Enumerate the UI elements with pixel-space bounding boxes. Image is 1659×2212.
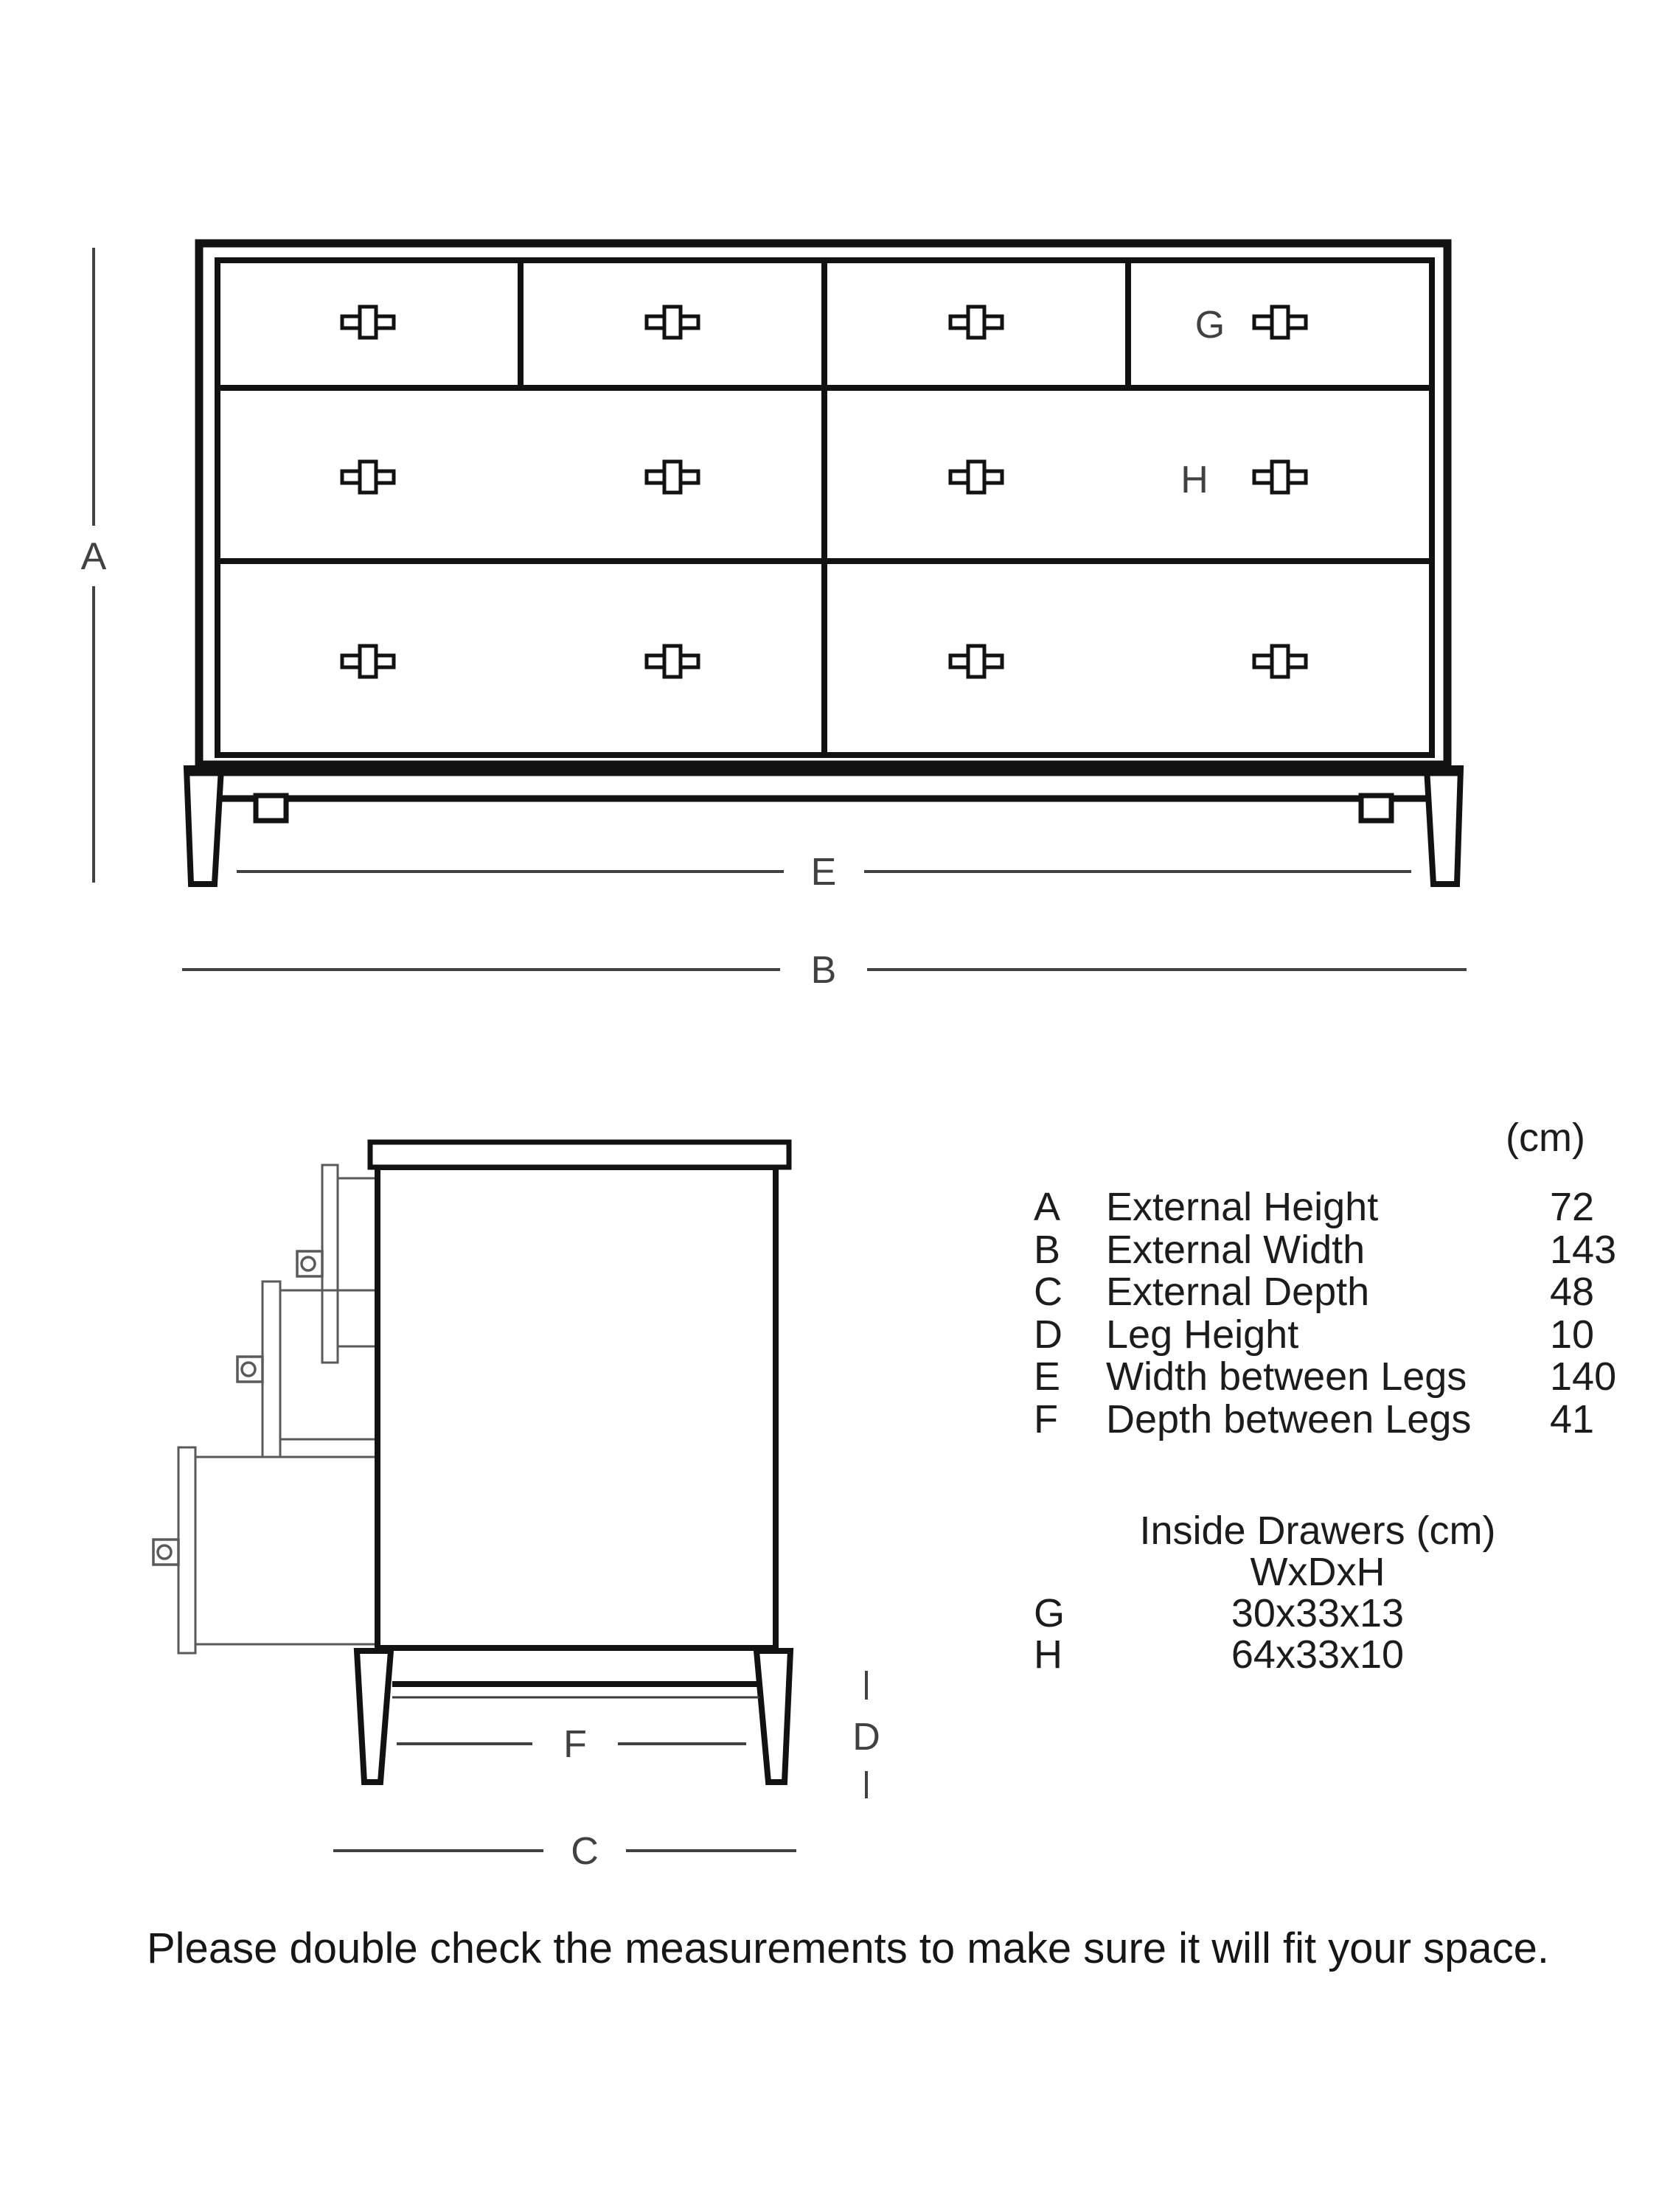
table-row xyxy=(1034,1399,1624,1441)
drawer-knob-icon xyxy=(237,1357,262,1382)
row-letter: B xyxy=(1034,1227,1061,1272)
table-row xyxy=(1034,1593,1601,1634)
row-value: 48 xyxy=(1550,1270,1595,1314)
row-letter: E xyxy=(1034,1354,1061,1399)
row-letter: A xyxy=(1034,1185,1061,1229)
row-letter: F xyxy=(1034,1397,1058,1441)
label-drawer-g: G xyxy=(1194,304,1225,347)
front-right-leg xyxy=(1427,768,1461,884)
row-letter: G xyxy=(1034,1591,1065,1635)
label-drawer-h: H xyxy=(1180,459,1208,501)
row-value: 64x33x10 xyxy=(1231,1632,1405,1677)
front-left-leg xyxy=(187,768,221,884)
side-rear-leg xyxy=(757,1651,790,1782)
table-row xyxy=(1034,1186,1624,1229)
row-value: 10 xyxy=(1550,1312,1595,1357)
row-letter: D xyxy=(1034,1312,1062,1357)
table-row xyxy=(1034,1356,1624,1399)
side-drawer2-front xyxy=(262,1281,280,1457)
row-value: 41 xyxy=(1550,1397,1595,1441)
dimensions-table xyxy=(1034,1186,1624,1441)
table-row xyxy=(1034,1314,1624,1357)
label-dim-c: C xyxy=(571,1830,599,1873)
label-dim-d: D xyxy=(852,1716,880,1759)
row-label: Leg Height xyxy=(1106,1312,1299,1357)
row-label: External Height xyxy=(1106,1185,1379,1229)
inside-drawers-title: Inside Drawers (cm) xyxy=(1139,1509,1496,1553)
label-dim-f: F xyxy=(563,1723,587,1766)
drawer-knob-icon xyxy=(153,1540,178,1565)
side-view xyxy=(153,1142,880,1873)
table-row xyxy=(1034,1229,1624,1272)
front-rear-foot-right xyxy=(1361,796,1391,821)
row-value: 72 xyxy=(1550,1185,1595,1229)
row-value: 30x33x13 xyxy=(1231,1591,1405,1635)
row-label: Width between Legs xyxy=(1106,1354,1467,1399)
front-view xyxy=(81,243,1467,992)
table-row xyxy=(1034,1271,1624,1314)
side-open-drawers xyxy=(178,1165,380,1653)
side-drawer1-front xyxy=(322,1165,338,1363)
drawer-knob-icon xyxy=(297,1251,322,1276)
row-letter: C xyxy=(1034,1270,1062,1314)
front-rear-foot-left xyxy=(256,796,286,821)
side-front-leg xyxy=(357,1651,391,1782)
label-dim-a: A xyxy=(80,535,107,578)
row-label: Depth between Legs xyxy=(1106,1397,1472,1441)
inside-drawers-dims-header: WxDxH xyxy=(1250,1550,1385,1594)
side-top-slab xyxy=(370,1142,789,1167)
row-value: 140 xyxy=(1550,1354,1617,1399)
inside-drawers-table xyxy=(1034,1510,1601,1675)
units-header: (cm) xyxy=(1506,1116,1585,1160)
row-label: External Depth xyxy=(1106,1270,1370,1314)
row-label: External Width xyxy=(1106,1227,1366,1272)
measurement-note: Please double check the measurements to make sure it will fit your space. xyxy=(146,1924,1550,1972)
row-value: 143 xyxy=(1550,1227,1617,1272)
side-body xyxy=(378,1167,776,1648)
row-letter: H xyxy=(1034,1632,1062,1677)
side-drawer3-front xyxy=(178,1447,195,1653)
label-dim-b: B xyxy=(810,949,837,992)
table-row xyxy=(1034,1634,1601,1675)
label-dim-e: E xyxy=(810,851,837,894)
